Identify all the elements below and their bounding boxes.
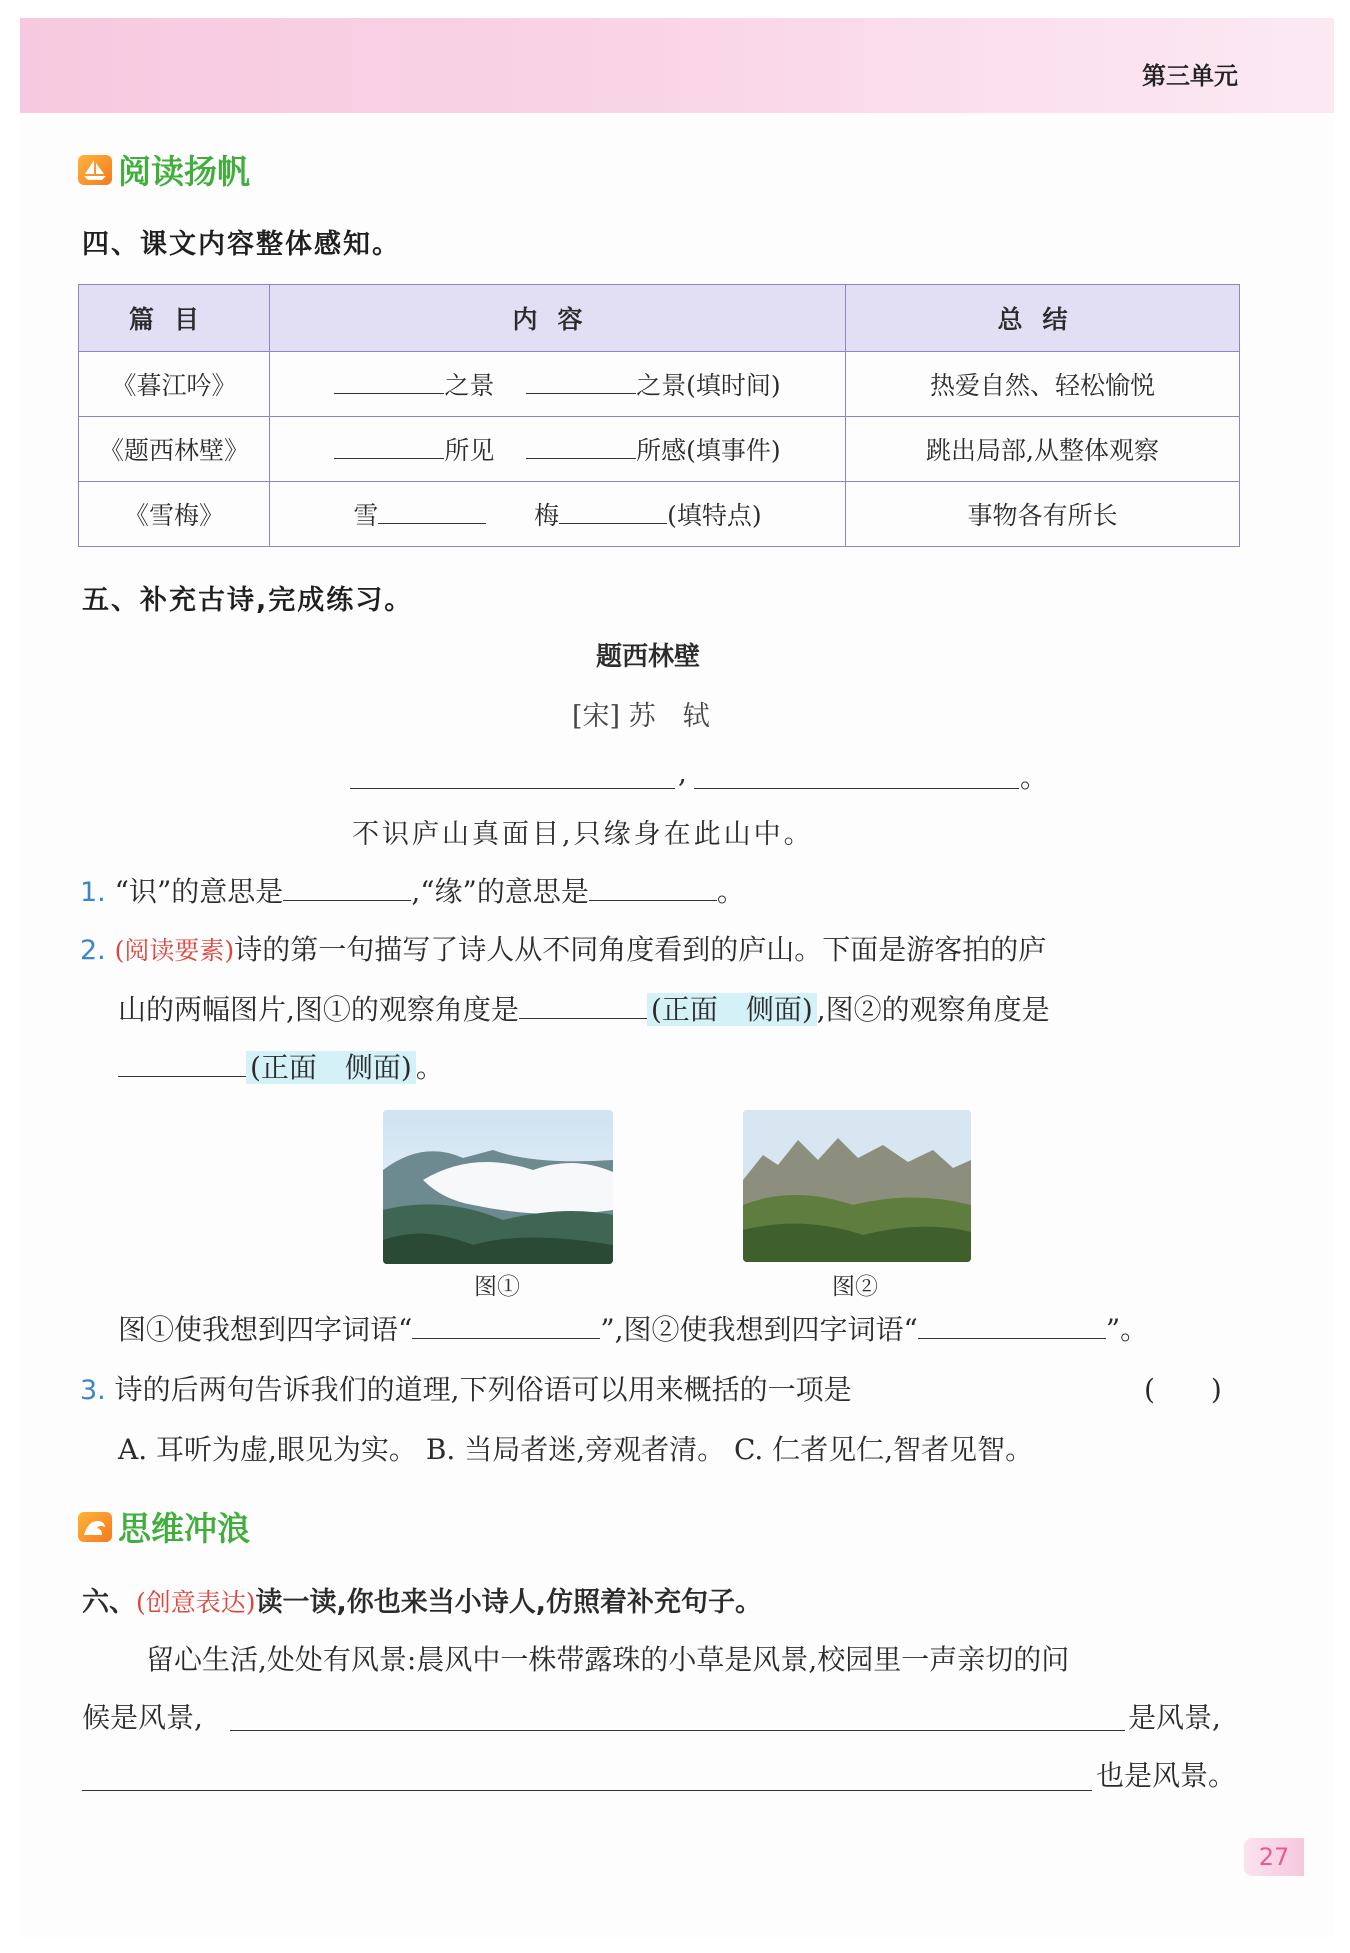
poem-line2: 不识庐山真面目,只缘身在此山中。: [352, 819, 814, 850]
content-table: [78, 284, 1240, 547]
content-text: (填特点): [667, 501, 762, 530]
poem-comma: ,: [678, 756, 687, 789]
row-summary: 跳出局部,从整体观察: [846, 417, 1240, 482]
poem-blank-1[interactable]: [350, 788, 675, 789]
row-title: 《雪梅》: [79, 482, 270, 547]
q6-line2-prefix: 候是风景,: [82, 1701, 203, 1734]
section-thinking-title: [78, 1503, 250, 1550]
q6-blank-1[interactable]: [230, 1730, 1125, 1731]
option-choice[interactable]: (正面 侧面): [246, 1051, 416, 1084]
section-reading-title: [78, 146, 250, 193]
item-text: 诗的后两句告诉我们的道理,下列俗语可以用来概括的一项是: [114, 1373, 852, 1406]
item-number: 3.: [80, 1375, 106, 1406]
table-header-row: [79, 285, 1240, 352]
row-summary: 事物各有所长: [846, 482, 1240, 547]
q6-line1: 留心生活,处处有风景:晨风中一株带露珠的小草是风景,校园里一声亲切的问: [146, 1643, 1070, 1676]
item-text: ,图②的观察角度是: [816, 993, 1050, 1026]
item-text: 山的两幅图片,图①的观察角度是: [118, 993, 519, 1026]
row-content: [270, 482, 846, 547]
q5-item2-line2: [118, 988, 1050, 1028]
content-text: 雪: [353, 501, 379, 530]
q6-line2-suffix: 是风景,: [1128, 1701, 1221, 1734]
content-text: 之景: [444, 371, 495, 400]
content-text: 所感(填事件): [636, 436, 781, 465]
answer-blank[interactable]: [378, 498, 486, 524]
header-title: 篇目: [79, 285, 270, 352]
item-number: 1.: [80, 877, 106, 908]
answer-blank[interactable]: [519, 990, 647, 1019]
q5-item3: [80, 1368, 852, 1408]
q5-item1: [80, 870, 745, 910]
wave-icon: [78, 1512, 112, 1542]
q5-item3-options: A. 耳听为虚,眼见为实。 B. 当局者迷,旁观者清。 C. 仁者见仁,智者见智。: [118, 1433, 1034, 1466]
page-number: 27: [1244, 1838, 1304, 1876]
q5-item2-line4: [118, 1308, 1148, 1348]
q5-item2-line1: [80, 928, 1046, 968]
answer-blank[interactable]: [334, 433, 444, 459]
answer-blank[interactable]: [118, 1048, 246, 1077]
creative-tag: (创意表达): [136, 1588, 256, 1617]
table-row: [79, 482, 1240, 547]
q6-line3-suffix: 也是风景。: [1096, 1759, 1237, 1792]
photo-lushan-side: [743, 1110, 971, 1262]
item-text: 图①使我想到四字词语“: [118, 1313, 413, 1346]
table-row: [79, 352, 1240, 417]
row-summary: 热爱自然、轻松愉悦: [846, 352, 1240, 417]
item-text: ”,图②使我想到四字词语“: [600, 1313, 918, 1346]
poem-period: 。: [1020, 761, 1049, 794]
q5-title: 五、补充古诗,完成练习。: [82, 585, 414, 616]
sail-icon: [78, 155, 112, 185]
header-banner: [20, 18, 1334, 113]
answer-blank[interactable]: [334, 368, 444, 394]
caption-figure-2: 图②: [832, 1274, 878, 1300]
poem-blank-2[interactable]: [694, 788, 1019, 789]
item-text: ”。: [1105, 1313, 1149, 1346]
answer-blank[interactable]: [526, 368, 636, 394]
item-text: ,“缘”的意思是: [411, 875, 589, 908]
table-row: [79, 417, 1240, 482]
answer-blank[interactable]: [526, 433, 636, 459]
answer-blank[interactable]: [283, 872, 411, 901]
reading-element-tag: (阅读要素): [114, 936, 235, 965]
item-text: 。: [415, 1051, 444, 1084]
caption-figure-1: 图①: [474, 1274, 520, 1300]
answer-blank[interactable]: [559, 498, 667, 524]
section-reading-label: 阅读扬帆: [118, 152, 250, 191]
row-content: [270, 417, 846, 482]
option-choice[interactable]: (正面 侧面): [647, 993, 817, 1026]
content-text: 所见: [444, 436, 495, 465]
q5-item2-line3: [118, 1046, 444, 1086]
poem-title: 题西林壁: [596, 642, 701, 672]
unit-label: 第三单元: [1142, 62, 1238, 90]
q6-prefix: 六、: [82, 1587, 136, 1618]
content-text: 梅: [534, 501, 560, 530]
answer-paren[interactable]: ( ): [1144, 1373, 1222, 1406]
q4-title: 四、课文内容整体感知。: [82, 229, 401, 260]
section-thinking-label: 思维冲浪: [118, 1509, 250, 1548]
item-text: 诗的第一句描写了诗人从不同角度看到的庐山。下面是游客拍的庐: [234, 933, 1047, 966]
photo-lushan-front: [383, 1110, 613, 1264]
row-content: [270, 352, 846, 417]
item-text: “识”的意思是: [114, 875, 284, 908]
header-content: 内容: [270, 285, 846, 352]
header-summary: 总结: [846, 285, 1240, 352]
content-text: 之景(填时间): [636, 371, 781, 400]
q6-title: [82, 1580, 762, 1619]
answer-blank[interactable]: [412, 1310, 600, 1339]
poem-author: [宋] 苏 轼: [572, 701, 710, 732]
q6-blank-2[interactable]: [82, 1790, 1092, 1791]
item-number: 2.: [80, 935, 106, 966]
q6-title-text: 读一读,你也来当小诗人,仿照着补充句子。: [255, 1587, 763, 1618]
item-text: 。: [716, 875, 745, 908]
row-title: 《暮江吟》: [79, 352, 270, 417]
answer-blank[interactable]: [918, 1310, 1106, 1339]
row-title: 《题西林壁》: [79, 417, 270, 482]
answer-blank[interactable]: [589, 872, 717, 901]
